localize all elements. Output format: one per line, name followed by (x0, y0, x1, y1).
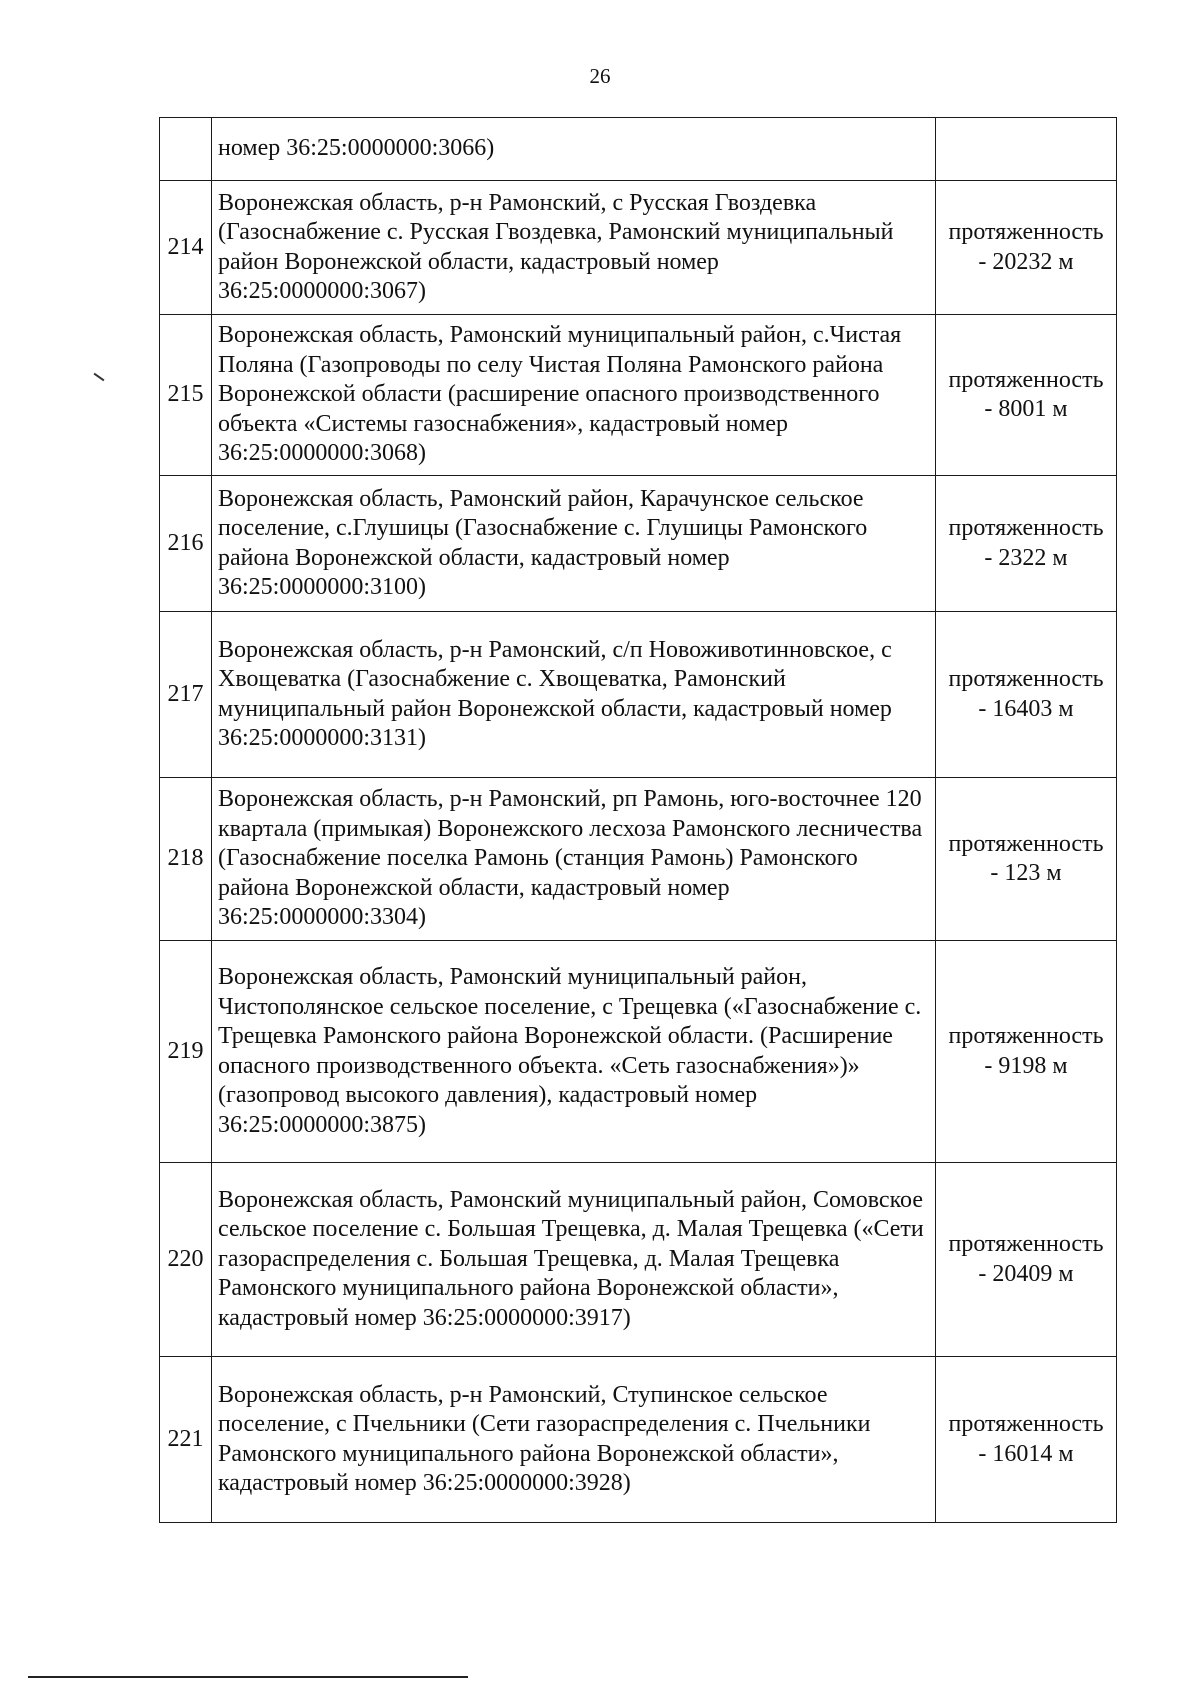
row-number: 218 (160, 778, 212, 941)
length-label: протяженность (948, 830, 1104, 857)
length-value: - 8001 м (984, 396, 1068, 422)
length-value: - 20409 м (978, 1260, 1074, 1287)
table-row (160, 315, 1117, 476)
table-row (160, 778, 1117, 941)
row-number: 216 (160, 476, 212, 612)
row-description: Воронежская область, р-н Рамонский, с Русская Гвоздевка (Газоснабжение с. Русская Гвоздевка, Рамонский муниципальный район Воронежской области, кадастровый номер 36:25:0000000:3067) (212, 181, 936, 315)
row-number: 217 (160, 612, 212, 778)
row-number: 221 (160, 1357, 212, 1523)
row-length (936, 1163, 1117, 1357)
row-length (936, 1357, 1117, 1523)
table-row (160, 941, 1117, 1163)
length-value: - 2322 м (984, 544, 1068, 571)
length-label: протяженность (948, 366, 1104, 393)
table-row (160, 1163, 1117, 1357)
length-value: - 123 м (990, 860, 1062, 886)
row-number: 220 (160, 1163, 212, 1357)
row-description: Воронежская область, Рамонский муниципальный район, Сомовское сельское поселение с. Большая Трещевка, д. Малая Трещевка («Сети газораспределения с. Большая Трещевка, д. Малая Трещевка Рамонского муниципального района Воронежской области», кадастровый номер 36:25:0000000:3917) (212, 1163, 936, 1357)
table-row (160, 1357, 1117, 1523)
length-label: протяженность (948, 515, 1104, 541)
row-description: Воронежская область, р-н Рамонский, рп Рамонь, юго-восточнее 120 квартала (примыкая) Воронежского лесхоза Рамонского лесничества (Газоснабжение поселка Рамонь (станция Рамонь) Рамонского района Воронежской области, кадастровый номер 36:25:0000000:3304) (212, 778, 936, 941)
length-label: протяженность (948, 1231, 1104, 1257)
row-length (936, 181, 1117, 315)
row-number: 214 (160, 181, 212, 315)
length-value: - 20232 м (978, 248, 1074, 275)
table-row-continuation (160, 118, 1117, 181)
table-row (160, 476, 1117, 612)
row-number: 219 (160, 941, 212, 1163)
row-length (936, 315, 1117, 476)
length-label: протяженность (948, 666, 1104, 692)
page-number: 26 (589, 64, 611, 88)
row-description: Воронежская область, Рамонский муниципальный район, с.Чистая Поляна (Газопроводы по селу Чистая Поляна Рамонского района Воронежской области (расширение опасного производственного объекта «Системы газоснабжения», кадастровый номер 36:25:0000000:3068) (212, 315, 936, 476)
footnote-divider (28, 1676, 468, 1678)
row-length (936, 941, 1117, 1163)
row-length (936, 476, 1117, 612)
row-description: номер 36:25:0000000:3066) (212, 118, 936, 181)
table-row (160, 181, 1117, 315)
row-description: Воронежская область, Рамонский район, Карачунское сельское поселение, с.Глушицы (Газоснабжение с. Глушицы Рамонского района Воронежской области, кадастровый номер 36:25:0000000:3100) (212, 476, 936, 612)
row-number: 215 (160, 315, 212, 476)
length-value: - 9198 м (984, 1052, 1068, 1079)
length-value: - 16403 м (978, 695, 1074, 722)
objects-table (159, 117, 1117, 1523)
row-length (936, 778, 1117, 941)
row-description: Воронежская область, р-н Рамонский, с/п Новоживотинновское, с Хвощеватка (Газоснабжение с. Хвощеватка, Рамонский муниципальный район Воронежской области, кадастровый номер 36:25:0000000:3131) (212, 612, 936, 778)
scan-mark (94, 373, 105, 382)
row-description: Воронежская область, Рамонский муниципальный район, Чистополянское сельское поселение, с Трещевка («Газоснабжение с. Трещевка Рамонского района Воронежской области. (Расширение опасного производственного объекта. «Сеть газоснабжения»)» (газопровод высокого давления), кадастровый номер 36:25:0000000:3875) (212, 941, 936, 1163)
length-label: протяженность (948, 219, 1104, 245)
length-label: протяженность (948, 1411, 1104, 1437)
length-value: - 16014 м (978, 1440, 1074, 1467)
row-length (936, 612, 1117, 778)
table-row (160, 612, 1117, 778)
row-length (936, 118, 1117, 181)
length-label: протяженность (948, 1023, 1104, 1049)
row-number (160, 118, 212, 181)
row-description: Воронежская область, р-н Рамонский, Ступинское сельское поселение, с Пчельники (Сети газораспределения с. Пчельники Рамонского муниципального района Воронежской области», кадастровый номер 36:25:0000000:3928) (212, 1357, 936, 1523)
